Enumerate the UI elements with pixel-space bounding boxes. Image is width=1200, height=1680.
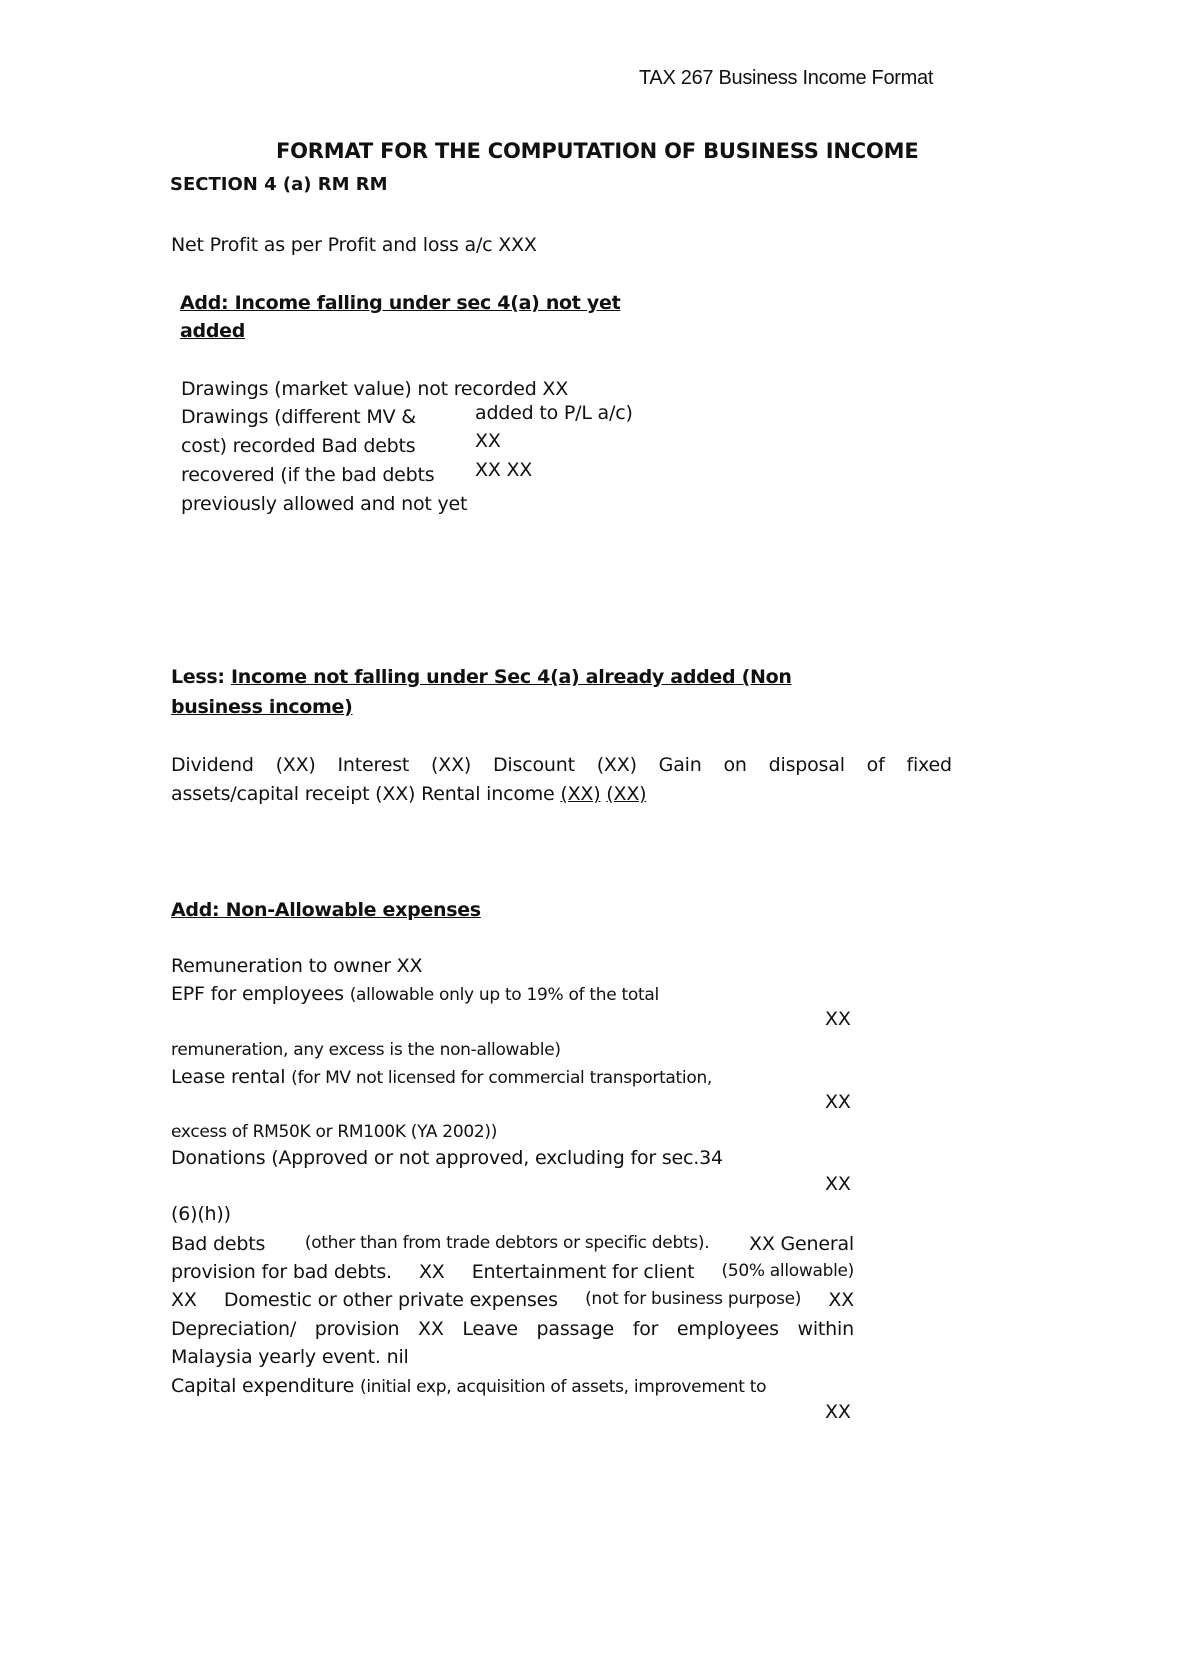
line-word: disposal <box>768 754 845 776</box>
line-word: (XX) <box>431 754 472 776</box>
donations-line1: Donations (Approved or not approved, excluding for sec.34 <box>171 1147 723 1169</box>
add-income-left-line: previously allowed and not yet <box>181 493 468 515</box>
bad-debts-line2 <box>171 1261 854 1283</box>
donations-line2: (6)(h)) <box>171 1203 231 1225</box>
line-word: (50% allowable) <box>721 1261 854 1281</box>
page-header: TAX 267 Business Income Format <box>639 67 934 89</box>
line-word: XX <box>418 1261 445 1283</box>
line-word: of <box>866 754 885 776</box>
less-income-heading-text: Income not falling under Sec 4(a) already added (Non <box>231 666 792 688</box>
add-income-heading-line1: Add: Income falling under sec 4(a) not yet <box>180 292 621 314</box>
lease-amount: XX <box>825 1091 851 1113</box>
non-business-income-line2 <box>171 783 646 805</box>
line-word: XX <box>418 1318 444 1340</box>
line-word: XX <box>828 1289 854 1311</box>
add-income-heading-line2: added <box>180 320 246 342</box>
document-title: FORMAT FOR THE COMPUTATION OF BUSINESS INCOME <box>276 139 919 163</box>
line-word: Bad debts <box>171 1233 266 1255</box>
line-word: within <box>797 1318 854 1340</box>
line-word: Discount <box>493 754 575 776</box>
add-income-right-line: added to P/L a/c) <box>475 402 633 424</box>
line-word: XX <box>171 1289 197 1311</box>
less-label: Less: <box>171 666 232 688</box>
line-text: EPF for employees <box>171 983 350 1005</box>
epf-amount: XX <box>825 1008 851 1030</box>
bad-debts-line1 <box>171 1233 854 1255</box>
line-word: Entertainment for client <box>471 1261 695 1283</box>
lease-line1 <box>171 1066 712 1088</box>
line-word: Domestic or other private expenses <box>223 1289 558 1311</box>
non-business-income-line1 <box>171 754 952 776</box>
line-word: provision <box>314 1318 400 1340</box>
line-word: passage <box>536 1318 615 1340</box>
line-word: Gain <box>658 754 702 776</box>
line-word: (not for business purpose) <box>585 1289 802 1309</box>
less-income-heading-line2: business income) <box>171 696 353 718</box>
line-word: on <box>723 754 747 776</box>
epf-line2: remuneration, any excess is the non-allowable) <box>171 1040 561 1060</box>
line-word: fixed <box>906 754 952 776</box>
line-word: (other than from trade debtors or specific debts). <box>304 1233 710 1253</box>
line-text: Lease rental <box>171 1066 292 1088</box>
add-income-right-line: XX XX <box>475 459 533 481</box>
line-text: Capital expenditure <box>171 1375 361 1397</box>
line-word: Interest <box>337 754 410 776</box>
line-word: Depreciation/ <box>171 1318 297 1340</box>
line-word: Leave <box>462 1318 518 1340</box>
epf-line1 <box>171 983 659 1005</box>
line-word: XX General <box>749 1233 854 1255</box>
donations-amount: XX <box>825 1173 851 1195</box>
line-text: (allowable only up to 19% of the total <box>349 985 659 1005</box>
domestic-expenses-line <box>171 1289 854 1311</box>
line-word: (XX) <box>275 754 316 776</box>
depreciation-line <box>171 1318 854 1340</box>
leave-passage-line2: Malaysia yearly event. nil <box>171 1346 409 1368</box>
line-word: provision for bad debts. <box>171 1261 392 1283</box>
capital-expenditure-line <box>171 1375 766 1397</box>
line-text: (initial exp, acquisition of assets, improvement to <box>360 1377 767 1397</box>
add-income-left-line: recovered (if the bad debts <box>181 464 435 486</box>
add-income-right-line: XX <box>475 430 501 452</box>
line-text: (for MV not licensed for commercial transportation, <box>291 1068 713 1088</box>
underlined-amount: (XX) <box>560 783 601 805</box>
line-text: assets/capital receipt (XX) Rental income <box>171 783 561 805</box>
underlined-total: (XX) <box>606 783 647 805</box>
add-income-left-line: cost) recorded Bad debts <box>181 435 416 457</box>
remuneration-line: Remuneration to owner XX <box>171 955 423 977</box>
line-word: Dividend <box>171 754 254 776</box>
section-heading: SECTION 4 (a) RM RM <box>170 174 388 195</box>
line-word: employees <box>676 1318 779 1340</box>
non-allowable-heading: Add: Non-Allowable expenses <box>171 899 481 921</box>
capital-expenditure-amount: XX <box>825 1401 851 1423</box>
drawings-market-value-line: Drawings (market value) not recorded XX <box>181 378 569 400</box>
net-profit-line: Net Profit as per Profit and loss a/c XXX <box>171 234 537 256</box>
less-income-heading-line1 <box>171 666 792 688</box>
lease-line2: excess of RM50K or RM100K (YA 2002)) <box>171 1122 498 1142</box>
line-word: for <box>632 1318 659 1340</box>
add-income-left-line: Drawings (different MV & <box>181 406 416 428</box>
line-word: (XX) <box>596 754 637 776</box>
